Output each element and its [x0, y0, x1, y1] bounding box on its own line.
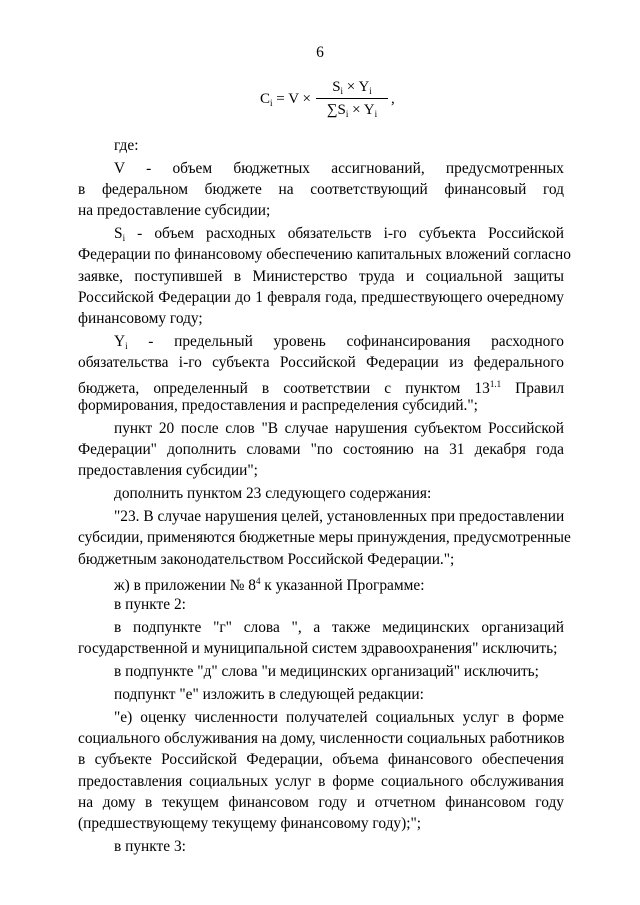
line-text: (предшествующему текущему финансовому году);";: [78, 815, 422, 833]
text-line: [78, 638, 564, 659]
line-text-rest: - предельный уровень софинансирования расходного: [127, 333, 564, 351]
line-text: заявке, поступившей в Министерство труда и социальной защиты: [78, 267, 564, 285]
line-text: формирования, предоставления и распределения субсидий.";: [78, 397, 478, 415]
line-text: Y: [114, 333, 126, 351]
formula-lhs: $C_i = V$ ×: [260, 91, 311, 108]
text-line: [78, 594, 564, 615]
text-line: [78, 728, 564, 749]
line-text: на дому в текущем финансовом году и отчетном финансовом году: [78, 793, 564, 811]
formula-denominator: $\sum S_i \times Y_i$: [326, 102, 378, 119]
line-text: в пункте 3:: [114, 838, 186, 855]
text-line: [78, 287, 564, 308]
text-line: [78, 771, 564, 792]
subscript: i: [122, 233, 126, 244]
text-line: [78, 439, 564, 460]
superscript: 4: [255, 576, 261, 587]
line-text: в подпункте "г" слова ", а также медицинских организаций: [114, 619, 564, 637]
line-text: предоставления социальных услуг в форме социального обслуживания: [78, 772, 564, 790]
line-text: подпункт "е" изложить в следующей редакции:: [114, 685, 424, 703]
text-line: [78, 813, 564, 834]
formula-fraction: [316, 77, 388, 120]
superscript: 1.1: [489, 378, 502, 389]
formula-comma: ,: [391, 91, 395, 107]
line-text: S: [114, 225, 123, 243]
text-line: [78, 418, 564, 439]
text-line: [78, 527, 571, 548]
text-line: [78, 506, 564, 527]
line-text: Российской Федерации до 1 февраля года, предшествующего очередному: [78, 289, 564, 307]
line-text: ж) в приложении № 8: [114, 577, 256, 595]
formula-numerator: $S_i \times Y_i$: [332, 79, 372, 96]
line-text-rest: Правил: [501, 379, 564, 397]
text-line: [78, 684, 564, 705]
line-text: где:: [114, 137, 139, 154]
subscript: i: [125, 341, 128, 352]
document-body: [78, 135, 571, 857]
text-line: [78, 617, 564, 638]
line-text: субсидии, применяются бюджетные меры принуждения, предусмотренные: [78, 529, 571, 547]
line-text: дополнить пунктом 23 следующего содержания:: [114, 485, 432, 503]
text-line: [78, 749, 564, 770]
text-line: [78, 483, 564, 504]
line-text: в субъекте Российской Федерации, объема финансового обеспечения: [78, 751, 564, 769]
text-line: [78, 308, 564, 329]
line-text: Федерации" дополнить словами "по состоянию на 31 декабря года: [78, 441, 564, 459]
text-line: [78, 179, 564, 200]
line-text: бюджета, определенный в соответствии с пунктом 13: [78, 379, 490, 397]
text-line: [78, 135, 564, 156]
text-line: [78, 200, 564, 221]
text-line: [78, 836, 564, 857]
text-line: [78, 460, 564, 481]
line-text: на предоставление субсидии;: [78, 202, 271, 220]
text-line: [78, 352, 564, 373]
text-line: [78, 571, 564, 595]
line-text: V - объем бюджетных ассигнований, предусмотренных: [114, 159, 564, 177]
text-line: [78, 331, 564, 352]
text-line: [78, 158, 564, 179]
text-line: [78, 395, 564, 416]
text-line: [78, 223, 564, 244]
line-text: "23. В случае нарушения целей, установленных при предоставлении: [114, 508, 565, 526]
line-text: Федерации по финансовому обеспечению капитальных вложений согласно: [78, 246, 571, 264]
line-text: предоставления субсидии";: [78, 462, 258, 480]
line-text: в подпункте "д" слова "и медицинских организаций" исключить;: [114, 663, 539, 681]
line-text: "е) оценку численности получателей социальных услуг в форме: [114, 708, 564, 726]
line-text: в пункте 2:: [114, 596, 186, 614]
text-line: [78, 792, 564, 813]
line-text: бюджетным законодательством Российской Федерации.";: [78, 550, 455, 568]
text-line: [78, 661, 564, 682]
text-line: [78, 244, 571, 265]
text-line: [78, 707, 564, 728]
page-number: 6: [316, 44, 324, 61]
line-text: социального обслуживания на дому, численности социальных работников: [78, 730, 565, 748]
text-line: [78, 549, 564, 570]
line-text: в федеральном бюджете на соответствующий финансовый год: [78, 181, 564, 199]
line-text: пункт 20 после слов "В случае нарушения субъектом Российской: [114, 419, 564, 437]
text-line: [78, 266, 564, 287]
line-text: государственной и муниципальной систем здравоохранения" исключить;: [78, 640, 558, 658]
fraction-bar: [316, 98, 388, 99]
line-text: обязательства i-го субъекта Российской Федерации из федерального: [78, 354, 564, 372]
line-text: финансовому году;: [78, 310, 203, 328]
text-line: [78, 374, 564, 395]
line-text-rest: к указанной Программе:: [260, 577, 425, 595]
line-text-rest: - объем расходных обязательств i-го субъекта Российской: [125, 225, 564, 243]
